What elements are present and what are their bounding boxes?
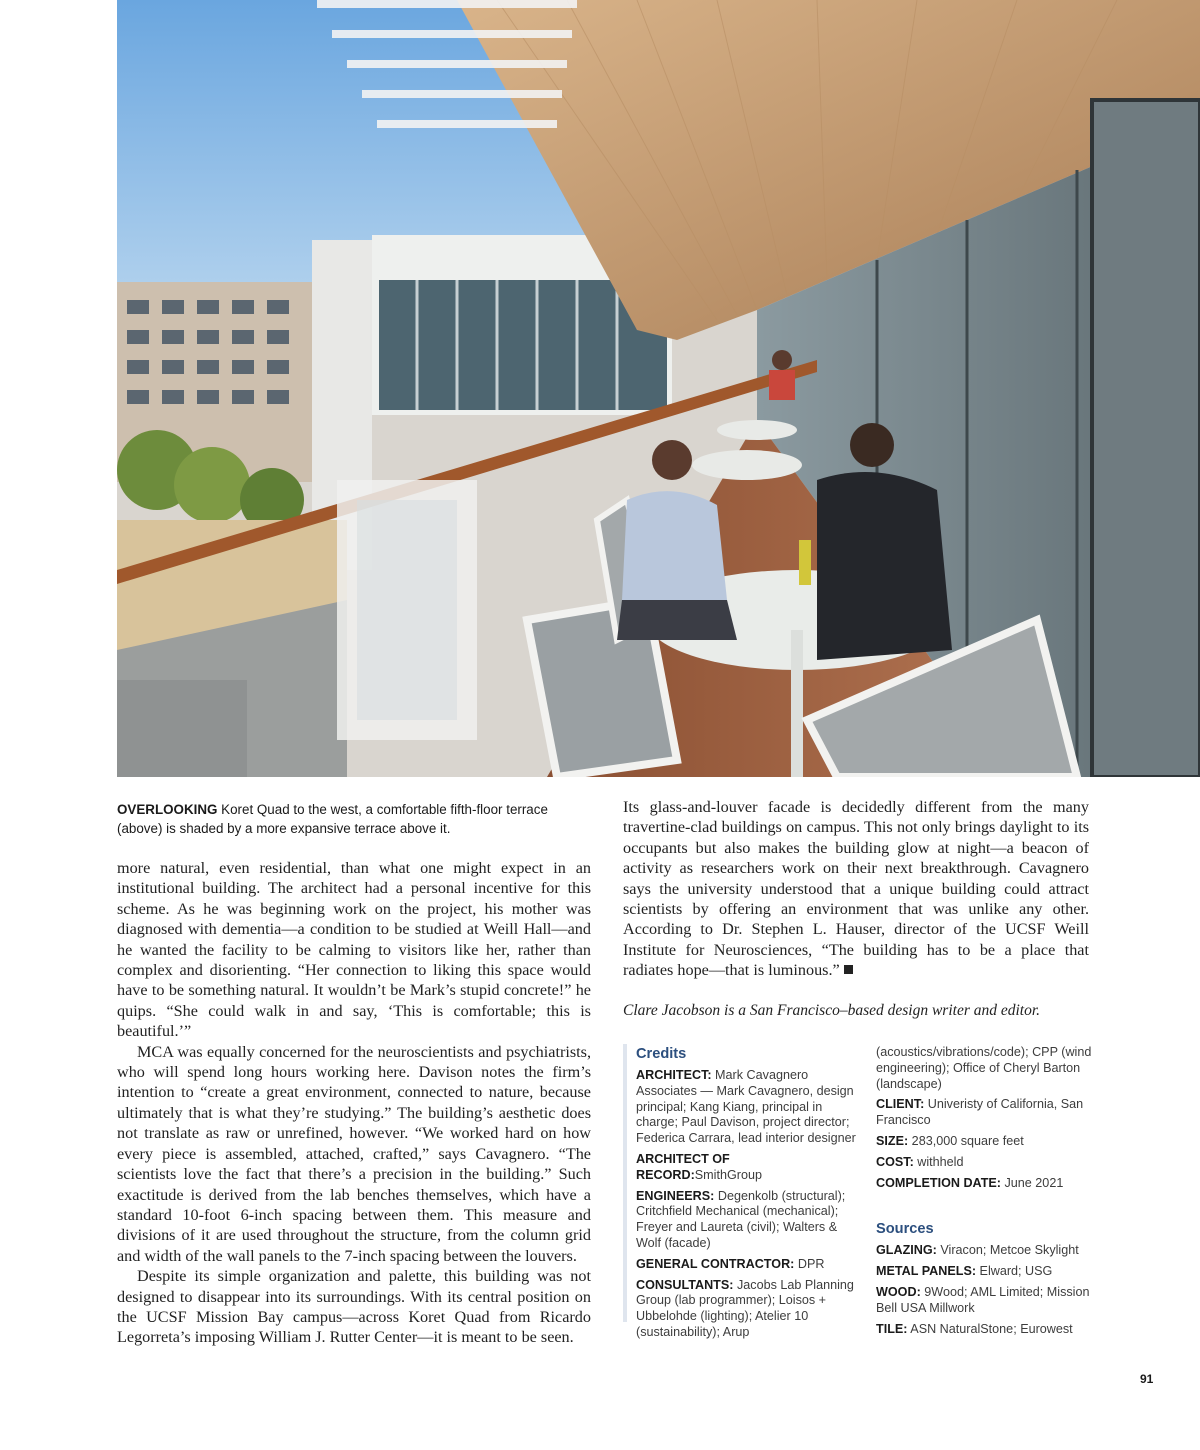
body-paragraph: Despite its simple organization and palette, this building was not designed to disappear into its surroundings. With its central position on the UCSF Mission Bay campus—across Koret Quad from Ricardo Legorreta’s imposing William J. Rutter Center—it is meant to be seen. bbox=[117, 1267, 591, 1347]
credits-column-b bbox=[876, 1045, 1093, 1342]
credit-label: ARCHITECT OF RECORD: bbox=[636, 1151, 730, 1182]
photo-caption bbox=[117, 800, 597, 838]
credit-label: CLIENT: bbox=[876, 1097, 925, 1112]
credits-title: Credits bbox=[636, 1046, 687, 1062]
source-entry bbox=[876, 1264, 1093, 1280]
credits-box bbox=[623, 1040, 1093, 1360]
credit-label: ARCHITECT: bbox=[636, 1068, 712, 1082]
credit-label: ENGINEERS: bbox=[636, 1188, 715, 1203]
body-paragraph: more natural, even residential, than what one might expect in an institutional building. The architect had a personal incentive for this scheme. As he was beginning work on the project, his mother was diagnosed with dementia—a condition to be studied at Weill Hall—and he wanted the facility to be calming to visitors like her, rather than complex and disorienting. “Her connection to liking this space would have to be something natural. It wouldn’t be Mark’s stupid concrete!” he quips. “She could walk in and say, ‘This is comfortable; this is beautiful.’” bbox=[117, 859, 591, 1041]
source-entry bbox=[876, 1285, 1093, 1317]
credit-value: Mark Cavagnero Associates — Mark Cavagnero, design principal; Kang Kiang, principal in charge; Paul Davison, project director; Federica Carrara, lead interior designer bbox=[636, 1068, 856, 1146]
terrace-illustration bbox=[117, 0, 1200, 777]
credit-value: withheld bbox=[913, 1154, 964, 1169]
credit-entry bbox=[876, 1155, 1093, 1171]
source-value: Elward; USG bbox=[976, 1264, 1053, 1279]
credit-value: June 2021 bbox=[1001, 1175, 1064, 1190]
credit-entry bbox=[876, 1176, 1093, 1192]
source-label: METAL PANELS: bbox=[876, 1264, 977, 1279]
closing-paragraph-text: Its glass-and-louver facade is decidedly different from the many travertine-clad buildings on campus. This not only brings daylight to its occupants but also makes the building glow at night—a beacon of activity as researchers work on their next breakthrough. Cavagnero says the university understood that a unique building could attract scientists by offering an environment that was unlike any other. According to Dr. Stephen L. Hauser, director of the UCSF Weill Institute for Neurosciences, “The building has to be a place that radiates hope—that is luminous.” bbox=[623, 798, 1089, 980]
source-value: 9Wood; AML Limited; Mission Bell USA Millwork bbox=[876, 1284, 1090, 1315]
credit-value: Jacobs Lab Planning Group (lab programmer); Loisos + Ubbelohde (lighting); Atelier 10 (sustainability); Arup bbox=[636, 1277, 854, 1339]
credits-rule bbox=[623, 1044, 627, 1322]
credit-entry bbox=[636, 1068, 858, 1147]
credit-value: SmithGroup bbox=[694, 1167, 762, 1182]
credit-label: CONSULTANTS: bbox=[636, 1277, 734, 1292]
page-number: 91 bbox=[1140, 1372, 1154, 1386]
source-entry bbox=[876, 1243, 1093, 1259]
author-byline: Clare Jacobson is a San Francisco–based design writer and editor. bbox=[623, 1002, 1041, 1019]
credit-entry bbox=[636, 1278, 858, 1341]
credit-entry bbox=[636, 1257, 858, 1273]
credit-label: COMPLETION DATE: bbox=[876, 1175, 1001, 1190]
caption-lead: OVERLOOKING bbox=[117, 802, 218, 817]
source-label: GLAZING: bbox=[876, 1243, 937, 1258]
caption-text: Koret Quad to the west, a comfortable fifth-floor terrace (above) is shaded by a more expansive terrace above it. bbox=[117, 802, 548, 836]
source-label: TILE: bbox=[876, 1321, 908, 1336]
credit-label: COST: bbox=[876, 1154, 914, 1169]
credit-value: Univeristy of California, San Francisco bbox=[876, 1097, 1084, 1128]
credit-entry bbox=[876, 1097, 1093, 1129]
credit-value: DPR bbox=[794, 1256, 825, 1271]
credit-label: GENERAL CONTRACTOR: bbox=[636, 1256, 795, 1271]
source-label: WOOD: bbox=[876, 1284, 921, 1299]
credit-continued: (acoustics/vibrations/code); CPP (wind engineering); Office of Cheryl Barton (landscape) bbox=[876, 1045, 1092, 1091]
terrace-photo bbox=[117, 0, 1200, 777]
credit-entry bbox=[636, 1152, 858, 1184]
credit-value: Degenkolb (structural); Critchfield Mechanical (mechanical); Freyer and Laureta (civil); Walters & Wolf (facade) bbox=[636, 1188, 846, 1250]
sources-title: Sources bbox=[876, 1221, 934, 1238]
body-right-column bbox=[623, 797, 1089, 981]
credit-label: SIZE: bbox=[876, 1133, 909, 1148]
body-left-column bbox=[117, 858, 591, 1348]
credit-value: 283,000 square feet bbox=[908, 1133, 1024, 1148]
source-entry bbox=[876, 1322, 1093, 1338]
body-paragraph bbox=[623, 797, 1089, 981]
credits-column-a bbox=[636, 1045, 858, 1346]
body-paragraph: MCA was equally concerned for the neuroscientists and psychiatrists, who will spend long hours working here. Davison notes the firm’s intention to “create a great environment, connected to nature, because ultimately that is what they’re studying.” The building’s aesthetic does not translate as raw or unrefined, however. “We worked hard on how every piece is assembled, attached, crafted,” says Cavagnero. “The scientists love the fact that there’s a precision in the building.” Such exactitude is derived from the lab benches themselves, which have a standard 10-foot 6-inch spacing between them. This measure and divisions of it are used throughout the structure, from the column grid and width of the wall panels to the 7-inch spacing between the louvers. bbox=[117, 1042, 591, 1265]
credit-entry bbox=[876, 1134, 1093, 1150]
source-value: ASN NaturalStone; Eurowest bbox=[907, 1321, 1073, 1336]
credit-entry bbox=[636, 1189, 858, 1252]
end-mark-icon bbox=[844, 965, 853, 974]
source-value: Viracon; Metcoe Skylight bbox=[936, 1243, 1079, 1258]
